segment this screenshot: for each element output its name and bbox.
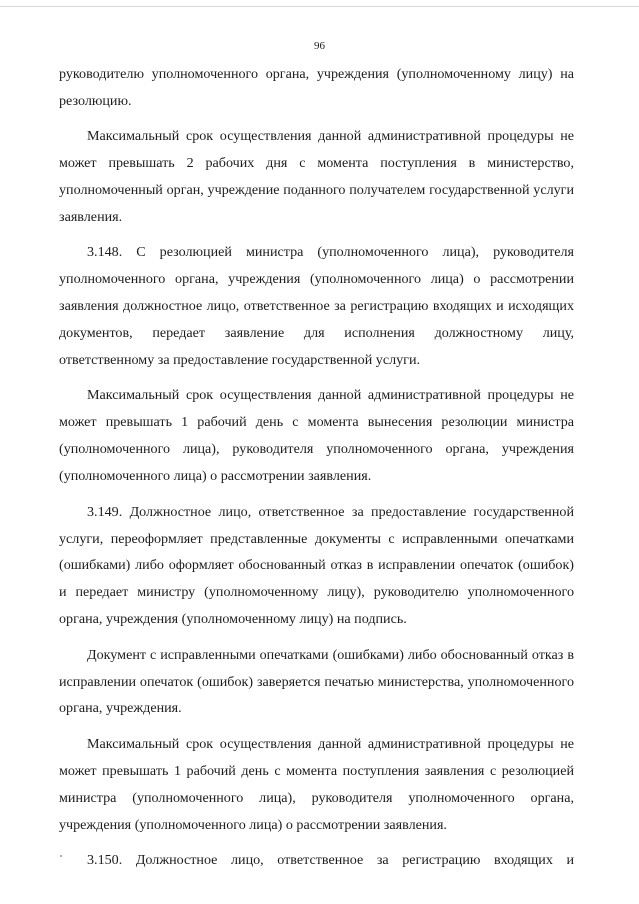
paragraph-3-148: 3.148. С резолюцией министра (уполномоченного лица), руководителя уполномоченного органа, учреждения (уполномоченного лица) о рассмотрении заявления должностное лицо, ответственное за регистрацию входящих и исходящих документов, передает заявление для исполнения должностному лицу, ответственному за предоставление государственной услуги. [59,244,574,369]
document-body [59,61,574,874]
page-number: 96 [314,40,325,52]
paragraph-continuation: руководителю уполномоченного органа, учреждения (уполномоченному лицу) на резолюцию. [59,66,574,109]
paragraph-3-149: 3.149. Должностное лицо, ответственное за предоставление государственной услуги, переоформляет представленные документы с исправленными опечатками (ошибками) либо оформляет обоснованный отказ в исправлении опечаток (ошибок) и передает министру (уполномоченному лицу), руководителю уполномоченного органа, учреждения (уполномоченному лицу) на подпись. [59,503,574,628]
paragraph-document-seal: Документ с исправленными опечатками (ошибками) либо обоснованный отказ в исправлении опечаток (ошибок) заверяется печатью министерства, уполномоченного органа, учреждения. [59,646,574,717]
paragraph-deadline-2-days: Максимальный срок осуществления данной административной процедуры не может превышать 2 рабочих дня с момента поступления в министерство, уполномоченный орган, учреждение поданного получателем государственной услуги заявления. [59,128,574,226]
paragraph-deadline-1-day-resolution: Максимальный срок осуществления данной административной процедуры не может превышать 1 рабочий день с момента вынесения резолюции министра (уполномоченного лица), руководителя уполномоченного органа, учреждения (уполномоченного лица) о рассмотрении заявления. [59,387,574,485]
paragraph-3-150: 3.150. Должностное лицо, ответственное за регистрацию входящих и [87,851,574,868]
paragraph-deadline-1-day-receipt: Максимальный срок осуществления данной административной процедуры не может превышать 1 рабочий день с момента поступления заявления с резолюцией министра (уполномоченного лица), руководителя уполномоченного органа, учреждения (уполномоченного лица) о рассмотрении заявления. [59,735,574,833]
page-top-edge [0,6,639,7]
scan-speck [60,855,62,857]
